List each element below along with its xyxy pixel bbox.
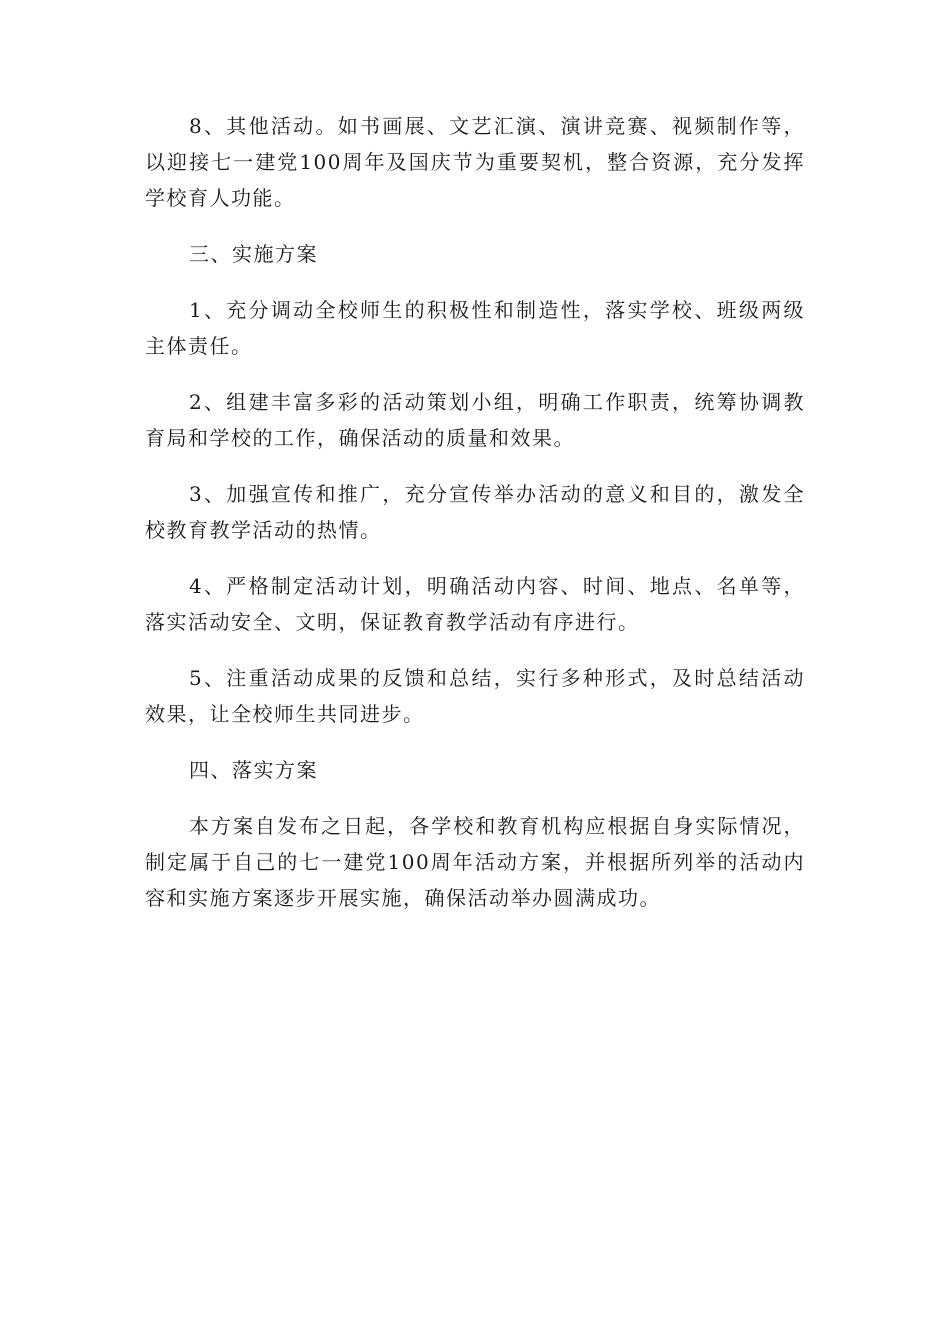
- paragraph-execution: 本方案自发布之日起，各学校和教育机构应根据自身实际情况，制定属于自己的七一建党100周年活动方案，并根据所列举的活动内容和实施方案逐步开展实施，确保活动举办圆满成功。: [145, 814, 805, 910]
- paragraph-item-4: 4、严格制定活动计划，明确活动内容、时间、地点、名单等，落实活动安全、文明，保证教育教学活动有序进行。: [145, 574, 805, 634]
- paragraph-other-activities: 8、其他活动。如书画展、文艺汇演、演讲竞赛、视频制作等，以迎接七一建党100周年及国庆节为重要契机，整合资源，充分发挥学校育人功能。: [145, 114, 805, 210]
- section-heading-implementation: 三、实施方案: [189, 242, 318, 266]
- paragraph-item-5: 5、注重活动成果的反馈和总结，实行多种形式，及时总结活动效果，让全校师生共同进步。: [145, 666, 805, 726]
- paragraph-item-1: 1、充分调动全校师生的积极性和制造性，落实学校、班级两级主体责任。: [145, 298, 805, 358]
- document-body: [145, 108, 805, 936]
- section-heading-execution: 四、落实方案: [189, 758, 318, 782]
- paragraph-item-3: 3、加强宣传和推广，充分宣传举办活动的意义和目的，激发全校教育教学活动的热情。: [145, 482, 805, 542]
- paragraph-item-2: 2、组建丰富多彩的活动策划小组，明确工作职责，统筹协调教育局和学校的工作，确保活动的质量和效果。: [145, 390, 805, 450]
